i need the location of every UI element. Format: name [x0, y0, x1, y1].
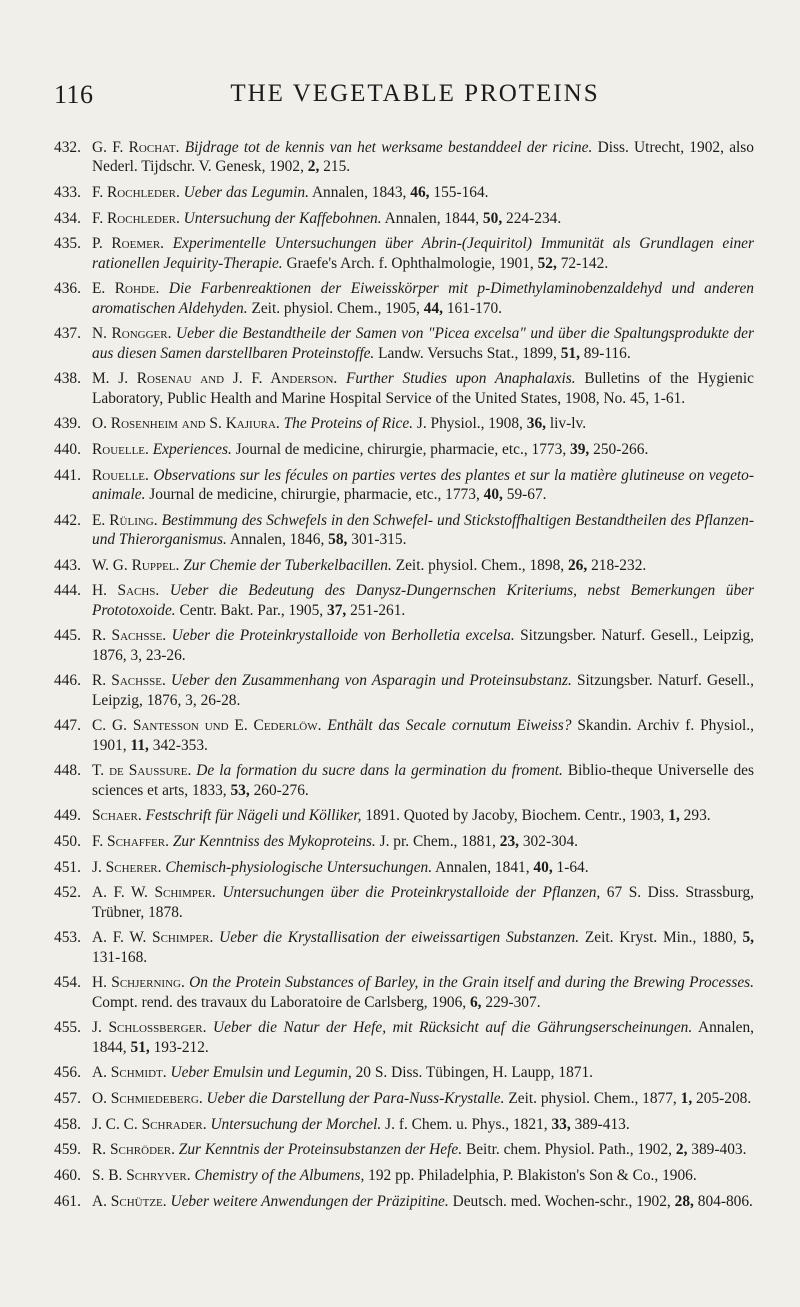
reference-volume: 1,: [668, 807, 680, 825]
reference-source: Journal de medicine, chirurgie, pharmacie, etc., 1773,: [235, 440, 567, 458]
reference-author: P. Roemer.: [92, 235, 165, 253]
reference-source: 1891. Quoted by Jacoby, Biochem. Centr., 1903,: [365, 807, 665, 825]
reference-source: 192 pp. Philadelphia, P. Blakiston's Son & Co., 1906.: [368, 1167, 697, 1184]
reference-number: 451.: [54, 858, 81, 876]
reference-pages: 389-413.: [574, 1115, 630, 1133]
reference-number: 434.: [54, 209, 81, 227]
reference-volume: 1,: [680, 1089, 693, 1107]
reference-volume: 44,: [423, 299, 443, 317]
reference-author: W. G. Ruppel.: [92, 556, 180, 574]
reference-author: T. de Saussure.: [92, 762, 192, 780]
reference-volume: 46,: [410, 183, 430, 201]
reference-title: Untersuchungen über die Proteinkrystalloide der Pflanzen,: [222, 884, 601, 902]
reference-author: Rouelle.: [92, 440, 149, 458]
reference-author: J. Scherer.: [92, 858, 162, 876]
reference-number: 444.: [54, 582, 81, 600]
reference-number: 442.: [54, 511, 81, 529]
reference-title: Ueber die Bedeutung des Danysz-Dungernschen Kriteriums, nebst Bemerkungen über Prototoxoide.: [92, 582, 754, 619]
reference-pages: 302-304.: [522, 832, 579, 850]
reference-number: 448.: [54, 762, 81, 780]
reference-author: R. Schröder.: [92, 1141, 175, 1159]
reference-pages: 218-232.: [591, 556, 647, 574]
reference-pages: 59-67.: [506, 485, 547, 503]
reference-source: Graefe's Arch. f. Ophthalmologie, 1901,: [286, 254, 534, 272]
reference-author: R. Sachsse.: [92, 672, 166, 690]
reference-pages: 131-168.: [92, 948, 148, 966]
reference-title: Chemisch-physiologische Untersuchungen.: [165, 858, 433, 876]
reference-pages: 155-164.: [433, 183, 489, 201]
reference-title: Enthält das Secale cornutum Eiweiss?: [327, 717, 572, 735]
reference-entry: [54, 324, 754, 363]
reference-pages: 1-64.: [556, 858, 589, 876]
reference-entry: [54, 1140, 754, 1159]
reference-author: J. C. C. Schrader.: [92, 1115, 207, 1133]
reference-pages: 804-806.: [697, 1192, 753, 1210]
reference-entry: [54, 858, 754, 877]
reference-title: Untersuchung der Kaffebohnen.: [183, 209, 382, 227]
reference-title: Ueber die Krystallisation der eiweissartigen Substanzen.: [219, 929, 580, 947]
reference-number: 435.: [54, 235, 81, 253]
reference-title: Ueber das Legumin.: [183, 183, 309, 201]
reference-source: Annalen, 1844,: [384, 209, 480, 227]
reference-number: 437.: [54, 325, 81, 343]
reference-title: Ueber die Natur der Hefe, mit Rücksicht auf die Gährungserscheinungen.: [213, 1019, 693, 1037]
reference-volume: 11,: [130, 736, 149, 754]
reference-author: Schaer.: [92, 807, 142, 825]
reference-volume: 36,: [526, 415, 547, 433]
reference-source: Beitr. chem. Physiol. Path., 1902,: [465, 1141, 673, 1159]
reference-title: Die Farbenreaktionen der Eiweisskörper mit p-Dimethylaminobenzaldehyd und anderen aromatischen Aldehyden.: [92, 280, 754, 317]
reference-title: Untersuchung der Morchel.: [210, 1115, 382, 1133]
reference-author: O. Schmiedeberg.: [92, 1089, 203, 1107]
reference-entry: [54, 183, 754, 202]
reference-number: 454.: [54, 974, 81, 992]
reference-pages: liv-lv.: [549, 415, 587, 433]
reference-title: Experiences.: [152, 440, 232, 458]
reference-author: C. G. Santesson und E. Cederlöw.: [92, 717, 322, 735]
reference-pages: 250-266.: [593, 440, 649, 458]
reference-author: O. Rosenheim and S. Kajiura.: [92, 415, 280, 433]
reference-number: 432.: [54, 139, 81, 156]
reference-source: J. pr. Chem., 1881,: [379, 832, 496, 850]
reference-author: H. Sachs.: [92, 582, 160, 600]
reference-source: Diss. Utrecht, 1902, also Nederl. Tijdschr. V. Genesk, 1902,: [92, 139, 754, 176]
reference-entry: [54, 369, 754, 408]
reference-pages: 215.: [323, 158, 351, 176]
reference-entry: [54, 1115, 754, 1134]
reference-source: Skandin. Archiv f. Physiol., 1901,: [92, 717, 754, 754]
reference-author: F. Rochleder.: [92, 183, 180, 201]
reference-number: 457.: [54, 1089, 81, 1107]
reference-source: Deutsch. med. Wochen-schr., 1902,: [452, 1192, 671, 1210]
reference-title: Ueber die Proteinkrystalloide von Berholletia excelsa.: [171, 627, 515, 645]
reference-pages: 161-170.: [446, 299, 503, 317]
reference-number: 459.: [54, 1141, 81, 1159]
reference-entry: [54, 511, 754, 550]
reference-source: Annalen, 1841,: [435, 858, 530, 876]
reference-volume: 2,: [307, 158, 320, 176]
page-header: [0, 80, 800, 120]
reference-number: 458.: [54, 1115, 81, 1133]
reference-number: 441.: [54, 466, 81, 484]
reference-author: F. Schaffer.: [92, 832, 169, 850]
reference-number: 452.: [54, 884, 81, 902]
reference-entry: [54, 973, 754, 1012]
reference-number: 455.: [54, 1019, 81, 1037]
reference-number: 447.: [54, 717, 81, 735]
reference-author: E. Rohde.: [92, 280, 160, 298]
reference-title: Further Studies upon Anaphalaxis.: [345, 370, 576, 388]
reference-volume: 33,: [551, 1115, 571, 1133]
reference-title: Ueber Emulsin und Legumin,: [170, 1064, 352, 1082]
reference-pages: 260-276.: [253, 781, 309, 799]
reference-title: Zur Kenntniss des Mykoproteins.: [172, 832, 376, 850]
reference-pages: 205-208.: [696, 1089, 752, 1107]
reference-volume: 52,: [537, 254, 557, 272]
reference-author: J. Schlossberger.: [92, 1019, 207, 1037]
reference-entry: [54, 883, 754, 922]
reference-entry: [54, 1166, 754, 1185]
reference-author: A. F. W. Schimper.: [92, 884, 216, 902]
reference-entry: [54, 234, 754, 273]
reference-number: 450.: [54, 832, 81, 850]
reference-source: Centr. Bakt. Par., 1905,: [179, 601, 324, 619]
reference-source: J. f. Chem. u. Phys., 1821,: [385, 1115, 548, 1133]
reference-number: 440.: [54, 440, 81, 458]
reference-entry: [54, 414, 754, 433]
reference-pages: 72-142.: [560, 254, 609, 272]
reference-pages: 301-315.: [351, 530, 407, 548]
reference-pages: 293.: [683, 807, 711, 825]
reference-author: G. F. Rochat.: [92, 139, 180, 156]
reference-source: Landw. Versuchs Stat., 1899,: [378, 344, 557, 362]
reference-volume: 40,: [533, 858, 553, 876]
reference-source: Annalen, 1844,: [92, 1019, 754, 1056]
reference-source: Bulletins of the Hygienic Laboratory, Public Health and Marine Hospital Service of the United States, 1908, No. 45, 1-61.: [92, 370, 754, 407]
reference-entry: [54, 556, 754, 575]
reference-author: A. Schütze.: [92, 1192, 167, 1210]
reference-pages: 193-212.: [153, 1038, 209, 1056]
reference-title: On the Protein Substances of Barley, in the Grain itself and during the Brewing Processes.: [189, 974, 754, 992]
reference-title: Ueber weitere Anwendungen der Präzipitine.: [170, 1192, 449, 1210]
reference-title: Observations sur les fécules on parties vertes des plantes et sur la matière glutineuse on vegeto-animale.: [92, 466, 754, 503]
reference-volume: 2,: [675, 1141, 688, 1159]
reference-number: 446.: [54, 672, 81, 690]
reference-pages: 251-261.: [350, 601, 406, 619]
reference-title: The Proteins of Rice.: [283, 415, 413, 433]
reference-entry: [54, 626, 754, 665]
reference-title: Ueber die Bestandtheile der Samen von "Picea excelsa" und über die Spaltungsprodukte der aus diesen Samen darstellbaren Proteinstoffe.: [92, 325, 754, 362]
reference-number: 436.: [54, 280, 81, 298]
reference-number: 460.: [54, 1167, 81, 1184]
reference-volume: 23,: [499, 832, 519, 850]
reference-number: 439.: [54, 415, 81, 433]
reference-number: 433.: [54, 183, 81, 201]
reference-volume: 37,: [327, 601, 347, 619]
reference-pages: 389-403.: [691, 1141, 747, 1159]
reference-entry: [54, 1018, 754, 1057]
running-title: THE VEGETABLE PROTEINS: [230, 80, 600, 107]
reference-title: Experimentelle Untersuchungen über Abrin-(Jequiritol) Immunität als Grundlagen einer rationellen Jequirity-Therapie.: [92, 235, 755, 272]
reference-author: F. Rochleder.: [92, 209, 180, 227]
reference-title: Ueber den Zusammenhang von Asparagin und Proteinsubstanz.: [171, 672, 572, 690]
reference-entry: [54, 209, 754, 228]
reference-pages: 229-307.: [485, 993, 541, 1011]
reference-volume: 58,: [328, 530, 348, 548]
reference-author: H. Schjerning.: [92, 974, 185, 992]
reference-source: Zeit. physiol. Chem., 1905,: [251, 299, 420, 317]
reference-source: Biblio-theque Universelle des sciences et arts, 1833,: [92, 762, 754, 799]
reference-volume: 51,: [560, 344, 580, 362]
reference-number: 443.: [54, 556, 81, 574]
reference-author: A. F. W. Schimper.: [92, 929, 214, 947]
reference-volume: 28,: [674, 1192, 694, 1210]
reference-entry: [54, 716, 754, 755]
reference-volume: 6,: [469, 993, 482, 1011]
reference-number: 456.: [54, 1064, 81, 1082]
reference-source: Annalen, 1846,: [229, 530, 325, 548]
reference-entry: [54, 440, 754, 459]
reference-volume: 26,: [567, 556, 588, 574]
reference-pages: 342-353.: [152, 736, 208, 754]
reference-volume: 40,: [483, 485, 503, 503]
reference-title: Zur Kenntnis der Proteinsubstanzen der Hefe.: [178, 1141, 463, 1159]
reference-author: E. Rüling.: [92, 511, 158, 529]
reference-volume: 5,: [742, 929, 755, 947]
reference-source: J. Physiol., 1908,: [416, 415, 523, 433]
reference-source: 67 S. Diss. Strassburg, Trübner, 1878.: [92, 884, 754, 921]
reference-title: Festschrift für Nägeli und Kölliker,: [145, 807, 362, 825]
reference-entry: [54, 671, 754, 710]
reference-author: Rouelle.: [92, 466, 149, 484]
reference-entry: [54, 761, 754, 800]
reference-title: De la formation du sucre dans la germination du froment.: [196, 762, 563, 780]
reference-source: Zeit. physiol. Chem., 1877,: [508, 1089, 677, 1107]
reference-source: Journal de medicine, chirurgie, pharmacie, etc., 1773,: [149, 485, 480, 503]
reference-source: Annalen, 1843,: [311, 183, 407, 201]
reference-source: Zeit. physiol. Chem., 1898,: [395, 556, 565, 574]
reference-entry: [54, 1089, 754, 1108]
reference-source: Sitzungsber. Naturf. Gesell., Leipzig, 1876, 3, 26-28.: [92, 672, 754, 709]
reference-number: 445.: [54, 627, 81, 645]
reference-author: R. Sachsse.: [92, 627, 167, 645]
reference-title: Chemistry of the Albumens,: [194, 1167, 365, 1184]
reference-number: 461.: [54, 1192, 81, 1210]
reference-entry: [54, 928, 754, 967]
reference-entry: [54, 832, 754, 851]
reference-pages: 224-234.: [506, 209, 562, 227]
reference-entry: [54, 806, 754, 825]
reference-entry: [54, 279, 754, 318]
reference-number: 438.: [54, 370, 81, 388]
reference-volume: 53,: [230, 781, 250, 799]
reference-volume: 50,: [482, 209, 503, 227]
reference-title: Bijdrage tot de kennis van het werksame bestanddeel der ricine.: [184, 139, 593, 156]
reference-number: 449.: [54, 807, 81, 825]
page-number: 116: [54, 80, 94, 109]
reference-author: N. Rongger.: [92, 325, 172, 343]
reference-author: A. Schmidt.: [92, 1064, 167, 1082]
reference-title: Ueber die Darstellung der Para-Nuss-Krystalle.: [206, 1089, 505, 1107]
reference-entry: [54, 1192, 754, 1211]
reference-title: Zur Chemie der Tuberkelbacillen.: [183, 556, 392, 574]
reference-list: [54, 138, 754, 1217]
reference-source: Zeit. Kryst. Min., 1880,: [584, 929, 737, 947]
reference-volume: 51,: [130, 1038, 150, 1056]
reference-pages: 89-116.: [583, 344, 631, 362]
reference-volume: 39,: [570, 440, 590, 458]
reference-source: Sitzungsber. Naturf. Gesell., Leipzig, 1876, 3, 23-26.: [92, 627, 755, 664]
reference-source: 20 S. Diss. Tübingen, H. Laupp, 1871.: [355, 1064, 594, 1082]
reference-title: Bestimmung des Schwefels in den Schwefel- und Stickstoffhaltigen Bestandtheilen des Pflanzen- und Thierorganismus.: [92, 511, 754, 548]
reference-author: M. J. Rosenau and J. F. Anderson.: [92, 370, 338, 388]
reference-entry: [54, 1063, 754, 1082]
reference-number: 453.: [54, 929, 81, 947]
reference-author: S. B. Schryver.: [92, 1167, 191, 1184]
reference-entry: [54, 466, 754, 505]
reference-source: Compt. rend. des travaux du Laboratoire de Carlsberg, 1906,: [92, 993, 467, 1011]
reference-entry: [54, 581, 754, 620]
reference-entry: [54, 138, 754, 177]
